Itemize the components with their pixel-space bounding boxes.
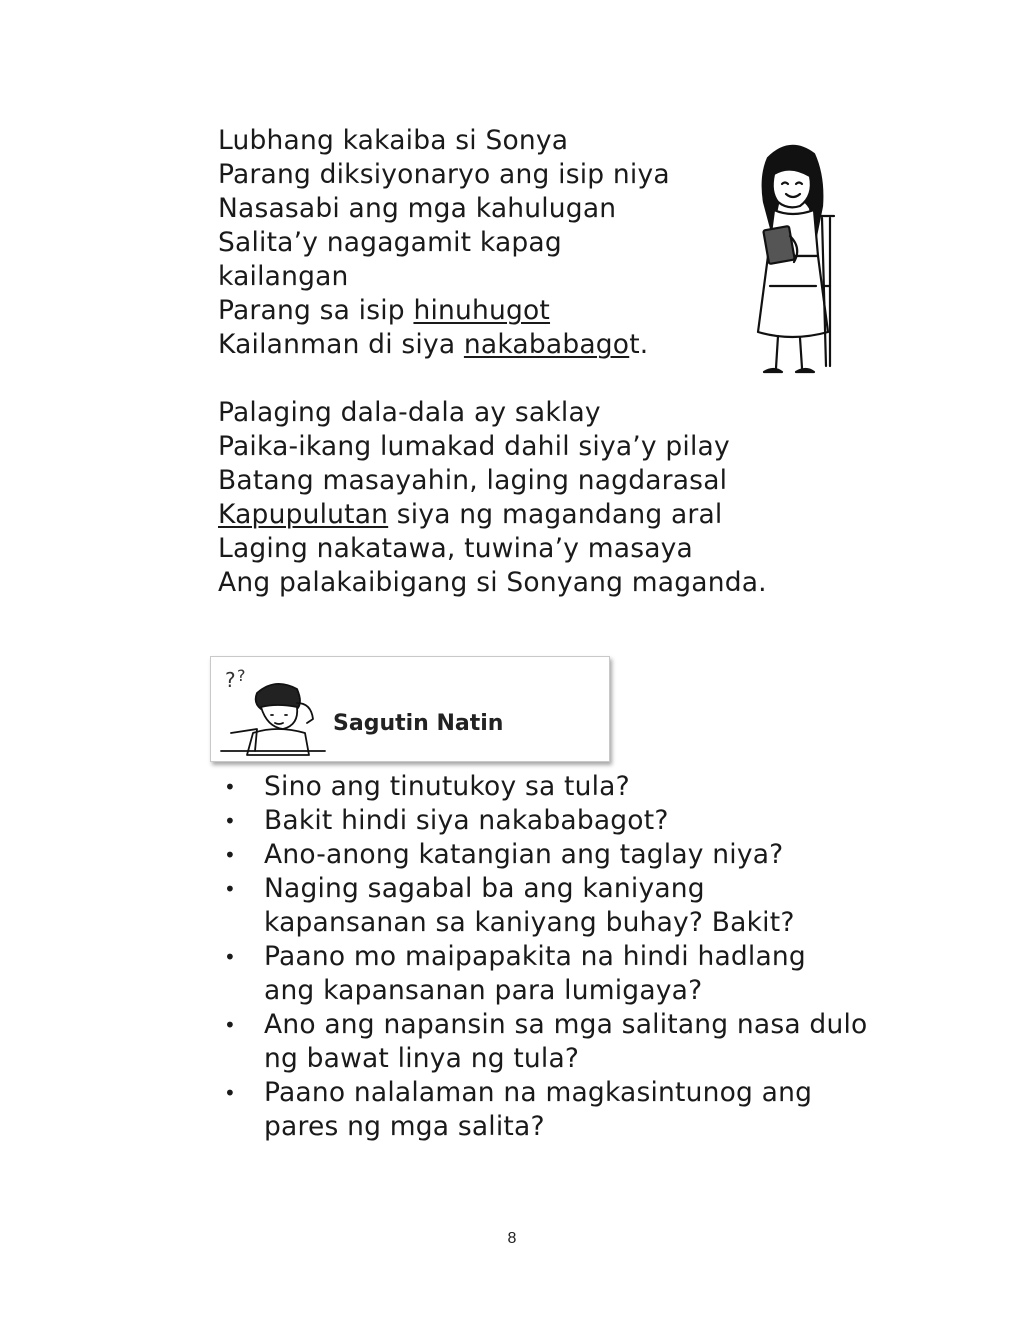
question-item bbox=[218, 1076, 918, 1144]
page-number: 8 bbox=[507, 1230, 517, 1247]
poem-text: Palaging dala-dala ay saklay bbox=[218, 397, 601, 428]
question-item bbox=[218, 770, 918, 804]
poem-line bbox=[218, 464, 778, 498]
section-banner bbox=[210, 656, 610, 762]
poem-line bbox=[218, 124, 778, 158]
poem-text: Kailanman di siya bbox=[218, 329, 464, 360]
poem-line bbox=[218, 328, 778, 362]
svg-text:?: ? bbox=[225, 668, 236, 692]
poem-text: Parang diksiyonaryo ang isip niya bbox=[218, 159, 670, 190]
question-text: Paano nalalaman na magkasintunog ang pares ng mga salita? bbox=[264, 1077, 813, 1142]
underlined-word: Kapupulutan bbox=[218, 499, 389, 530]
question-item bbox=[218, 838, 918, 872]
question-text: Paano mo maipapakita na hindi hadlang ang kapansanan para lumigaya? bbox=[264, 941, 806, 1006]
bullet-icon: • bbox=[224, 775, 236, 799]
question-item bbox=[218, 872, 918, 940]
poem-line bbox=[218, 260, 778, 294]
poem-text: Paika-ikang lumakad dahil siya’y pilay bbox=[218, 431, 730, 462]
svg-text:?: ? bbox=[237, 666, 246, 685]
question-list bbox=[218, 770, 918, 1144]
poem-line bbox=[218, 396, 778, 430]
bullet-icon: • bbox=[224, 1081, 236, 1105]
poem-line bbox=[218, 158, 778, 192]
question-item bbox=[218, 804, 918, 838]
poem-text: Parang sa isip bbox=[218, 295, 414, 326]
poem bbox=[218, 124, 778, 600]
poem-line bbox=[218, 226, 778, 260]
poem-text: Nasasabi ang mga kahulugan bbox=[218, 193, 617, 224]
stanza-gap bbox=[218, 362, 778, 396]
poem-text: t. bbox=[629, 329, 649, 360]
bullet-icon: • bbox=[224, 877, 236, 901]
thinking-boy-icon bbox=[217, 663, 329, 757]
poem-text: Salita’y nagagamit kapag bbox=[218, 227, 562, 258]
bullet-icon: • bbox=[224, 1013, 236, 1037]
poem-stanza-1 bbox=[218, 124, 778, 362]
poem-line bbox=[218, 192, 778, 226]
poem-line bbox=[218, 566, 778, 600]
question-text: Ano-anong katangian ang taglay niya? bbox=[264, 839, 784, 870]
poem-line bbox=[218, 498, 778, 532]
poem-text: Lubhang kakaiba si Sonya bbox=[218, 125, 569, 156]
poem-stanza-2 bbox=[218, 396, 778, 600]
poem-text: kailangan bbox=[218, 261, 349, 292]
poem-line bbox=[218, 532, 778, 566]
underlined-word: nakababago bbox=[463, 329, 630, 360]
question-item bbox=[218, 1008, 918, 1076]
section-title: Sagutin Natin bbox=[333, 711, 504, 736]
question-text: Sino ang tinutukoy sa tula? bbox=[264, 771, 630, 802]
bullet-icon: • bbox=[224, 809, 236, 833]
poem-text: Ang palakaibigang si Sonyang maganda. bbox=[218, 567, 767, 598]
question-text: Naging sagabal ba ang kaniyang kapansanan sa kaniyang buhay? Bakit? bbox=[264, 873, 795, 938]
poem-text: siya ng magandang aral bbox=[388, 499, 723, 530]
question-text: Ano ang napansin sa mga salitang nasa dulo ng bawat linya ng tula? bbox=[264, 1009, 868, 1074]
bullet-icon: • bbox=[224, 843, 236, 867]
poem-text: Batang masayahin, laging nagdarasal bbox=[218, 465, 728, 496]
poem-text: Laging nakatawa, tuwina’y masaya bbox=[218, 533, 693, 564]
girl-with-crutch-illustration bbox=[730, 136, 855, 386]
question-text: Bakit hindi siya nakababagot? bbox=[264, 805, 669, 836]
poem-line bbox=[218, 430, 778, 464]
underlined-word: hinuhugot bbox=[413, 295, 551, 326]
bullet-icon: • bbox=[224, 945, 236, 969]
question-item bbox=[218, 940, 918, 1008]
poem-line bbox=[218, 294, 778, 328]
